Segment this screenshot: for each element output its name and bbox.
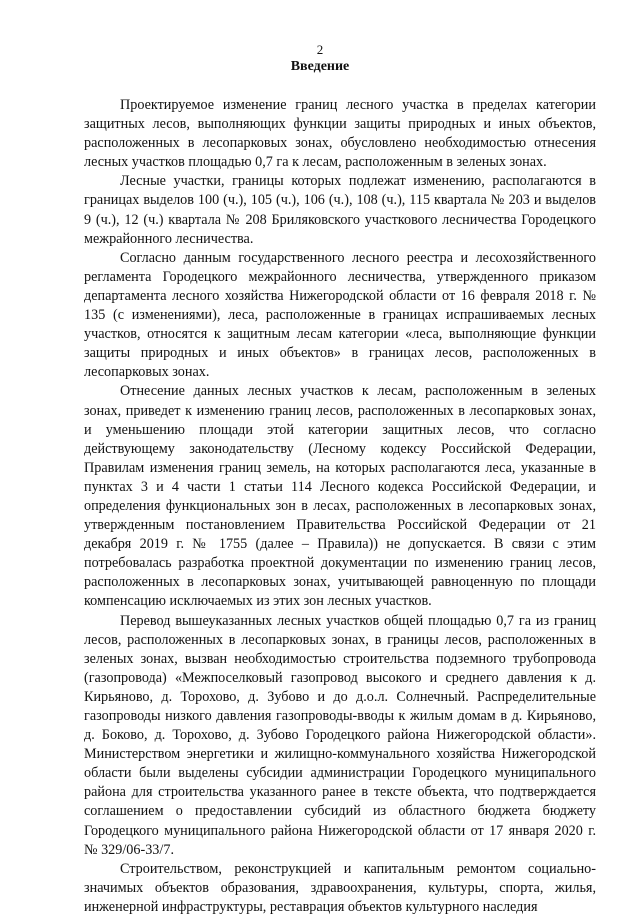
paragraph-2: Лесные участки, границы которых подлежат изменению, располагаются в границах выделов 100 (ч.), 105 (ч.), 106 (ч.), 108 (ч.), 115 квартала № 203 и выделов 9 (ч.), 12 (ч.) квартала № 208 Бриляковского участкового лесничества Городецкого межрайонного лесничества. [84, 173, 596, 247]
paragraph-4: Отнесение данных лесных участков к лесам, расположенным в зеленых зонах, приведет к изменению границ лесов, расположенных в лесопарковых зонах, и уменьшению площади этой категории защитных лесов, что согласно действующему законодательству (Лесному кодексу Российской Федерации, Правилам изменения границ земель, на которых располагаются леса, указанные в пунктах 3 и 4 части 1 статьи 114 Лесного кодекса Российской Федерации, и определения функциональных зон в лесах, расположенных в лесопарковых зонах, утвержденным постановлением Правительства Российской Федерации от 21 декабря 2019 г. № 1755 (далее – Правила)) не допускается. В связи с этим потребовалась разработка проектной документации по изменению границ лесов, расположенных в лесопарковых зонах, учитывающей равноценную по площади компенсацию исключаемых из этих зон лесных участков. [84, 383, 596, 610]
paragraph-3: Согласно данным государственного лесного реестра и лесохозяйственного регламента Городецкого межрайонного лесничества, утвержденного приказом департамента лесного хозяйства Нижегородской области от 16 февраля 2018 г. № 135 (с изменениями), леса, расположенные в границах испрашиваемых лесных участков, относятся к защитным лесам категории «леса, выполняющие функции защиты природных и иных объектов» в границах лесов, расположенных в лесопарковых зонах. [84, 249, 596, 381]
paragraph-1: Проектируемое изменение границ лесного участка в пределах категории защитных лесов, выполняющих функции защиты природных и иных объектов, расположенных в лесопарковых зонах, обусловлено необходимостью отнесения лесных участков площадью 0,7 га к лесам, расположенным в зеленых зонах. [84, 97, 596, 171]
document-body [84, 96, 596, 917]
paragraph-5: Перевод вышеуказанных лесных участков общей площадью 0,7 га из границ лесов, расположенных в лесопарковых зонах, в границы лесов, расположенных в зеленых зонах, вызван необходимостью строительства подземного трубопровода (газопровода) «Межпоселковый газопровод высокого и среднего давления к д. Кирьяново, д. Торохово, д. Зубово и до д.о.л. Солнечный. Распределительные газопроводы низкого давления газопроводы-вводы к жилым домам в д. Кирьяново, д. Боково, д. Торохово, д. Зубово Городецкого района Нижегородской области». Министерством энергетики и жилищно-коммунального хозяйства Нижегородской области были выделены субсидии администрации Городецкого муниципального района для строительства указанного ранее в тексте объекта, что подтверждается соглашением о предоставлении субсидий из областного бюджета бюджету Городецкого муниципального района Нижегородской области от 17 января 2020 г. № 329/06-33/7. [84, 612, 596, 858]
section-title: Введение [290, 59, 350, 74]
paragraph-6: Строительством, реконструкцией и капитальным ремонтом социально-значимых объектов образования, здравоохранения, культуры, спорта, жилья, инженерной инфраструктуры, реставрация объектов культурного наследия [84, 860, 596, 915]
page-number: 2 [316, 42, 324, 57]
